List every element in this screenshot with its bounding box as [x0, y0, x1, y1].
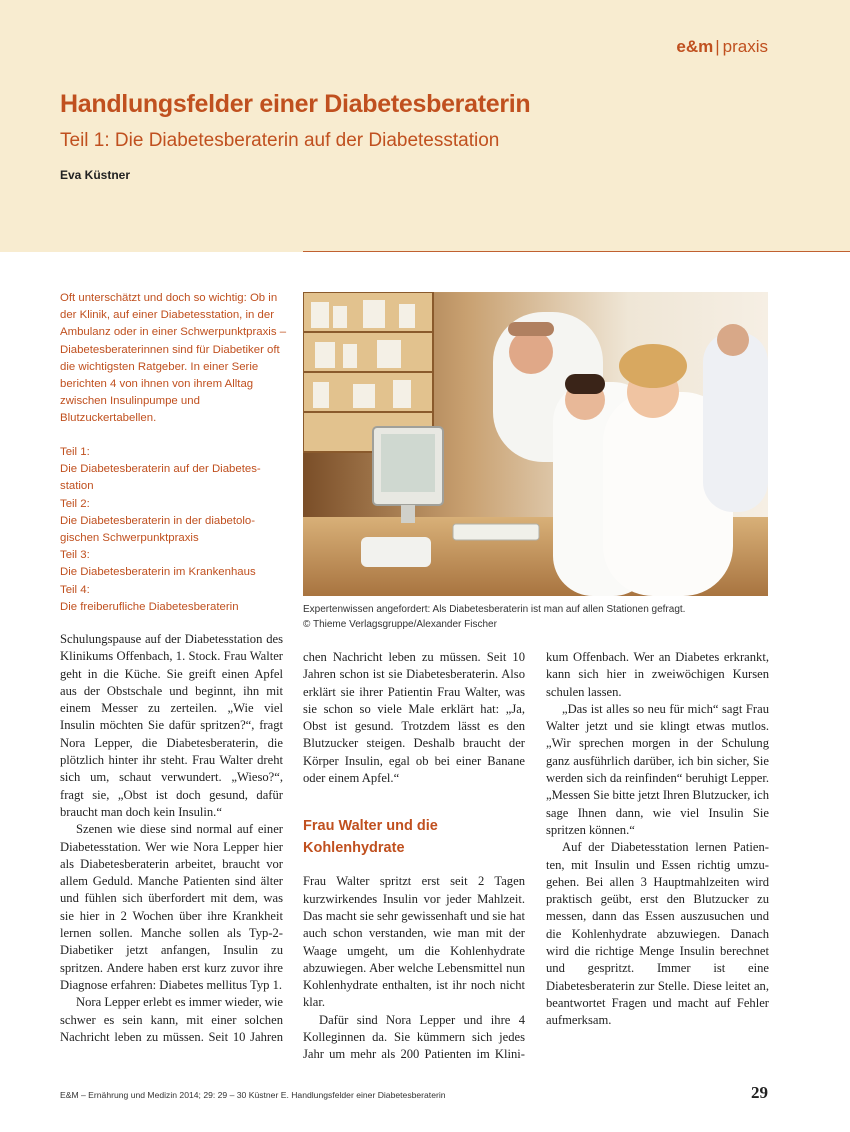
series-item: Die freiberufliche Diabetesberaterin: [60, 600, 239, 613]
body-paragraph: „Das ist alles so neu für mich“ sagt Frau Walter jetzt und sie klingt etwas mutlos. „Wir sprechen morgen in der Schulung ganz ausführlich darüber, ich bin sicher, Sie werden sich da reinfinden“ beruhigt Lepper. „Messen Sie bitte jetzt Ihren Blutzucker, ich sage Ihnen dann, wie viel Insulin Sie spritzen können.“: [546, 701, 769, 837]
series-item: Teil 4:: [60, 583, 90, 596]
series-item: Teil 3:: [60, 549, 90, 562]
body-column-1: [60, 631, 283, 1046]
footer-citation: E&M – Ernährung und Medizin 2014; 29: 29 – 30 Küstner E. Handlungsfelder einer Diabetesberaterin: [60, 1090, 446, 1100]
caption-text: Expertenwissen angefordert: Als Diabetesberaterin ist man auf allen Stationen gefragt.: [303, 604, 686, 615]
series-item: Die Diabetesberaterin im Krankenhaus: [60, 566, 256, 579]
page-number: 29: [751, 1083, 768, 1102]
series-item: Die Diabetesberaterin in der diabetologischen Schwerpunktpraxis: [60, 514, 256, 545]
body-paragraph: Auf der Diabetesstation lernen Patienten, mit Insulin und Essen richtig umzugehen. Bei allen 3 Hauptmahlzeiten wird praktisch geübt, erst den Blutzucker zu messen, dann das Essen auszusuchen und die Kohlenhydrate abzuwiegen. Danach wird die richtige Menge Insulin berechnet und gespritzt. Immer ist eine Diabetesberaterin zur Stelle. Diese leitet an, beantwortet Fragen und macht auf Fehler aufmerksam.: [546, 840, 769, 1028]
journal-brand: [676, 37, 768, 57]
article-title: Handlungsfelder einer Diabetesberaterin: [60, 90, 531, 118]
photo-caption: [303, 602, 773, 632]
body-column-3: [546, 649, 769, 1030]
series-item: Die Diabetesberaterin auf der Diabetesstation: [60, 463, 261, 493]
body-paragraph-continued: chen Nachricht leben zu müssen. Seit 10 Jahren schon ist sie Diabetesberaterin. Also erklärt sie ihrer Patientin Frau Walter, was sie schon so viele Male erklärt hat: „Ja, Obst ist gesund. Trotzdem lässt es den Blutzucker steigen. Deshalb braucht der Körper Insulin, egal ob bei einer Banane oder einem Apfel.“: [303, 650, 525, 786]
lead-text: Oft unterschätzt und doch so wichtig: Ob in der Klinik, auf einer Diabetesstation, in der Ambulanz oder in einer Schwerpunktpraxis – Diabetesberaterinnen sind für Diabetiker oft die wichtigsten Ratgeber. In einer Serie berichten 4 von ihnen von ihrem Alltag zwischen Insulinpumpe und Blutzuckertabellen.: [60, 292, 287, 425]
body-paragraph: Nora Lepper erlebt es immer wieder, wie schwer es sein kann, mit einer solchen Nachricht leben zu müssen. Seit 10 Jahren: [60, 995, 283, 1044]
body-paragraph: Dafür sind Nora Lepper und ihre 4 Kolleginnen da. Sie kümmern sich jedes Jahr um mehr als 200 Patienten im Klini: [303, 1012, 525, 1062]
photo-illustration: [303, 292, 768, 596]
body-paragraph: Frau Walter spritzt erst seit 2 Tagen kurzwirkendes Insulin vor jeder Mahlzeit. Das macht sie sehr gewissenhaft und sie hat auch schon verstanden, wie man mit der Waage umgeht, um die Kohlenhydrate abzuwiegen. Aber welche Lebensmittel nun Kohlenhydrate enthalten, ist ihr noch nicht klar.: [303, 874, 525, 1010]
body-column-2: [303, 649, 525, 1064]
brand-main: e&m: [676, 37, 714, 56]
header-rule: [303, 251, 850, 252]
body-paragraph-continued: kum Offenbach. Wer an Diabetes erkrankt, kann sich hier in zweiwöchigen Kursen schulen lassen.: [546, 650, 769, 699]
section-heading: Frau Walter und die Kohlenhydrate: [303, 818, 438, 857]
caption-credit: © Thieme Verlagsgruppe/Alexander Fischer: [303, 619, 497, 630]
brand-separator: |: [715, 37, 720, 56]
body-paragraph: Schulungspause auf der Diabetesstation des Klinikums Offenbach, 1. Stock. Frau Walter geht in die Küche. Sie greift einen Apfel aus der Obstschale und beginnt, ihn mit einem Messer zu zerteilen. „Wie viel Insulin möchten Sie dafür spritzen?“, fragt Nora Lepper, die Diabetesberaterin, die plötzlich hinter ihr steht. Frau Walter dreht sich um, schaut verwundert. „Wieso?“, fragt sie, „Obst ist doch gesund, dafür braucht man doch kein Insulin.“: [60, 632, 283, 819]
series-item: Teil 2:: [60, 497, 90, 510]
lead-paragraph: [60, 290, 288, 428]
brand-section: praxis: [722, 37, 768, 56]
body-paragraph: Szenen wie diese sind normal auf einer Diabetesstation. Wer wie Nora Lepper hier als Diabetesberaterin arbeitet, braucht vor allem Geduld. Manche Patienten sind älter und fühlen sich überfordert mit dem, was sie hier in 2 Wochen über ihre Krankheit lernen sollen. Manche sollen als Typ-2-Diabetiker jetzt anfangen, Insulin zu spritzen. Andere haben erst kurz zuvor ihre Diagnose erfahren: Diabetes mellitus Typ 1.: [60, 822, 283, 992]
article-photo: [303, 292, 768, 596]
article-author: Eva Küstner: [60, 168, 131, 182]
article-subtitle: Teil 1: Die Diabetesberaterin auf der Diabetesstation: [60, 130, 500, 151]
series-item: Teil 1:: [60, 446, 90, 458]
series-list: [60, 444, 288, 616]
